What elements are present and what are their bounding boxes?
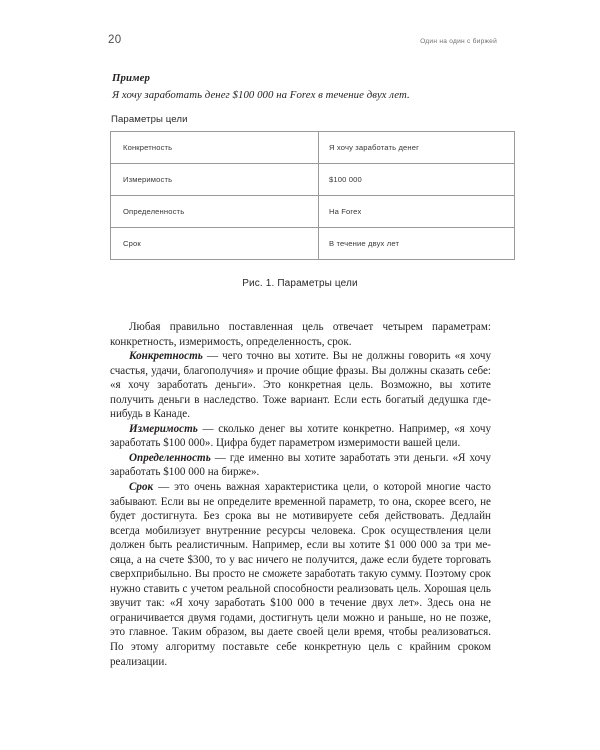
paragraph-lead: Конкретность <box>129 350 203 363</box>
paragraph <box>110 349 491 422</box>
example-block <box>112 71 492 103</box>
table-cell-parameter: Измеримость <box>111 164 319 196</box>
paragraph <box>110 451 491 480</box>
paragraph-lead: Срок <box>129 481 154 494</box>
paragraph-text: — сколько денег вы хотите конкретно. Например, «я хочу заработать $100 000». Цифра будет параметром измеримости вашей цели. <box>110 422 491 450</box>
table-cell-value: $100 000 <box>319 164 515 196</box>
table-cell-value: В течение двух лет <box>319 228 515 260</box>
table-caption: Параметры цели <box>111 114 188 125</box>
table-cell-parameter: Конкретность <box>111 132 319 164</box>
paragraph <box>110 422 491 451</box>
example-text: Я хочу заработать денег $100 000 на Forex в течение двух лет. <box>112 89 410 101</box>
paragraph-text: Любая правильно поставленная цель отвечает четырем параметрам: конкретность, измеримость, определенность, срок. <box>110 321 491 348</box>
figure-caption: Рис. 1. Параметры цели <box>242 278 358 289</box>
paragraph-lead: Измеримость <box>129 422 198 435</box>
table-row <box>111 196 515 228</box>
running-head <box>0 34 600 50</box>
parameters-table <box>110 131 515 260</box>
table-row <box>111 164 515 196</box>
table-cell-value: На Forex <box>319 196 515 228</box>
table-cell-value: Я хочу заработать денег <box>319 132 515 164</box>
table-row <box>111 132 515 164</box>
figure-table-wrapper <box>110 114 490 260</box>
paragraph-text: — это очень важная характеристика цели, о которой многие часто забывают. Если вы не определите временной параметр, то она, скорее всего, не будет достигнута. Без срока вы не мотивируете себя действовать. Дедлайн всегда мобилизует внутренние ресурсы человека. Срок осуществления цели должен быть реалистичным. Например, если вы хотите $1 000 000 за три месяца, а на счете $300, то у вас ничего не получится, даже если будете торговать сверхприбыльно. Вы просто не сможете заработать такую сумму. Поэтому срок нужно ставить с учетом реальной способности реализовать цель. Хорошая цель звучит так: «Я хочу заработать $100 000 в течение двух лет». Здесь она не ограничивается двумя годами, достигнуть цели можно и раньше, но не позже, это главное. Таким образом, вы даете своей цели время, чтобы реализоваться. По этому алгоритму поставьте себе конкретную цель с крайним сроком реализации. <box>110 481 491 668</box>
running-head-title: Один на один с биржей <box>420 38 497 45</box>
table-cell-parameter: Определенность <box>111 196 319 228</box>
example-title: Пример <box>112 72 150 84</box>
paragraph-text: — где именно вы хотите заработать эти деньги. «Я хочу заработать $100 000 на бирже». <box>110 451 491 479</box>
body-copy <box>110 320 491 669</box>
paragraph <box>110 320 491 349</box>
parameters-table-body <box>111 132 515 260</box>
paragraph-text: — чего точно вы хотите. Вы не должны говорить «я хочу счастья, удачи, благополучия» и прочие общие фразы. Вы должны сказать себе: «я хочу заработать деньги». Это конкретная цель. Возможно, вы хотите получить деньги в наследство. Тоже вариант. Если есть богатый дедушка где-нибудь в Канаде. <box>110 350 491 421</box>
table-row <box>111 228 515 260</box>
page-number: 20 <box>108 34 122 46</box>
table-cell-parameter: Срок <box>111 228 319 260</box>
paragraph <box>110 480 491 669</box>
paragraph-lead: Определенность <box>129 451 211 464</box>
